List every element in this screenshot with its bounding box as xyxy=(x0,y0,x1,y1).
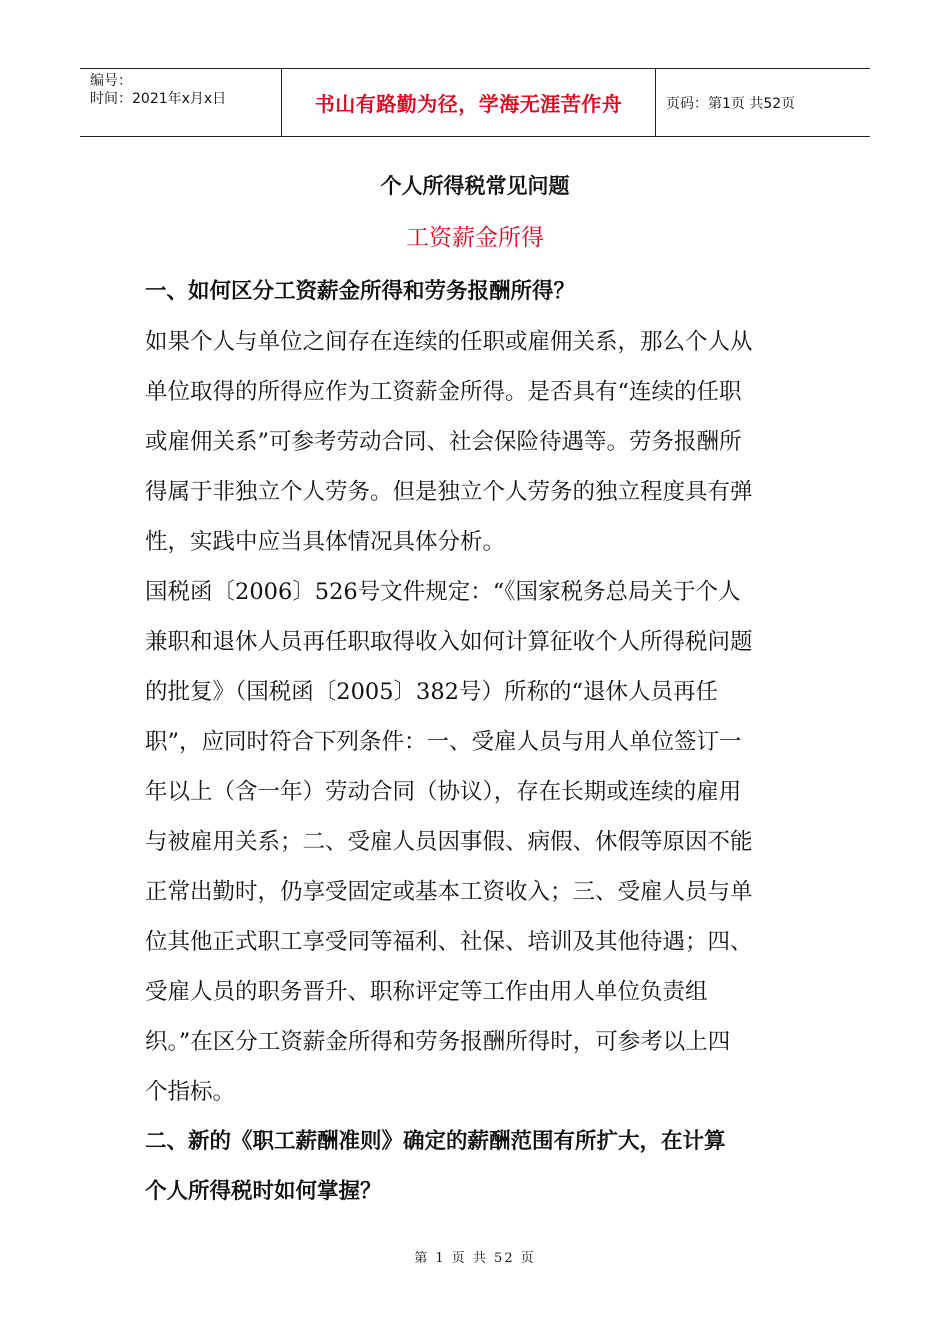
header-info-cell xyxy=(80,69,282,136)
paragraph-line: 受雇人员的职务晋升、职称评定等工作由用人单位负责组 xyxy=(145,979,708,1005)
document-number-label: 编号： xyxy=(90,73,132,89)
header-page-code: 页码：第1页 共52页 xyxy=(666,95,796,112)
question-heading-1: 一、如何区分工资薪金所得和劳务报酬所得？ xyxy=(145,279,576,304)
header-motto-cell xyxy=(282,69,656,136)
document-body xyxy=(145,267,795,1217)
paragraph-line: 如果个人与单位之间存在连续的任职或雇佣关系，那么个人从 xyxy=(145,329,753,355)
paragraph-line: 的批复》（国税函〔2005〕382号）所称的“退休人员再任 xyxy=(145,679,718,705)
page-header xyxy=(80,68,870,137)
paragraph-line: 得属于非独立个人劳务。但是独立个人劳务的独立程度具有弹 xyxy=(145,479,753,505)
paragraph-line: 织。”在区分工资薪金所得和劳务报酬所得时，可参考以上四 xyxy=(145,1029,731,1055)
question-heading-2-cont: 个人所得税时如何掌握？ xyxy=(145,1179,382,1204)
page-footer: 第 1 页 共 52 页 xyxy=(414,1251,536,1266)
header-page-code-cell xyxy=(656,69,870,136)
paragraph-line: 国税函〔2006〕526号文件规定：“《国家税务总局关于个人 xyxy=(145,579,741,605)
paragraph-line: 性，实践中应当具体情况具体分析。 xyxy=(145,529,506,555)
paragraph-line: 或雇佣关系”可参考劳动合同、社会保险待遇等。劳务报酬所 xyxy=(145,429,742,455)
question-heading-2: 二、新的《职工薪酬准则》确定的薪酬范围有所扩大，在计算 xyxy=(145,1129,726,1154)
document-title: 个人所得税常见问题 xyxy=(380,174,570,198)
paragraph-line: 年以上（含一年）劳动合同（协议），存在长期或连续的雇用 xyxy=(145,779,742,805)
header-motto: 书山有路勤为径，学海无涯苦作舟 xyxy=(314,92,623,116)
paragraph-line: 位其他正式职工享受同等福利、社保、培训及其他待遇；四、 xyxy=(145,929,753,955)
paragraph-line: 职”，应同时符合下列条件：一、受雇人员与用人单位签订一 xyxy=(145,729,742,755)
section-title: 工资薪金所得 xyxy=(406,225,544,251)
paragraph-line: 正常出勤时，仍享受固定或基本工资收入；三、受雇人员与单 xyxy=(145,879,753,905)
document-time-label: 时间：2021年x月x日 xyxy=(90,91,227,107)
paragraph-line: 单位取得的所得应作为工资薪金所得。是否具有“连续的任职 xyxy=(145,379,742,405)
paragraph-line: 与被雇用关系；二、受雇人员因事假、病假、休假等原因不能 xyxy=(145,829,753,855)
paragraph-line: 个指标。 xyxy=(145,1079,236,1105)
paragraph-line: 兼职和退休人员再任职取得收入如何计算征收个人所得税问题 xyxy=(145,629,753,655)
